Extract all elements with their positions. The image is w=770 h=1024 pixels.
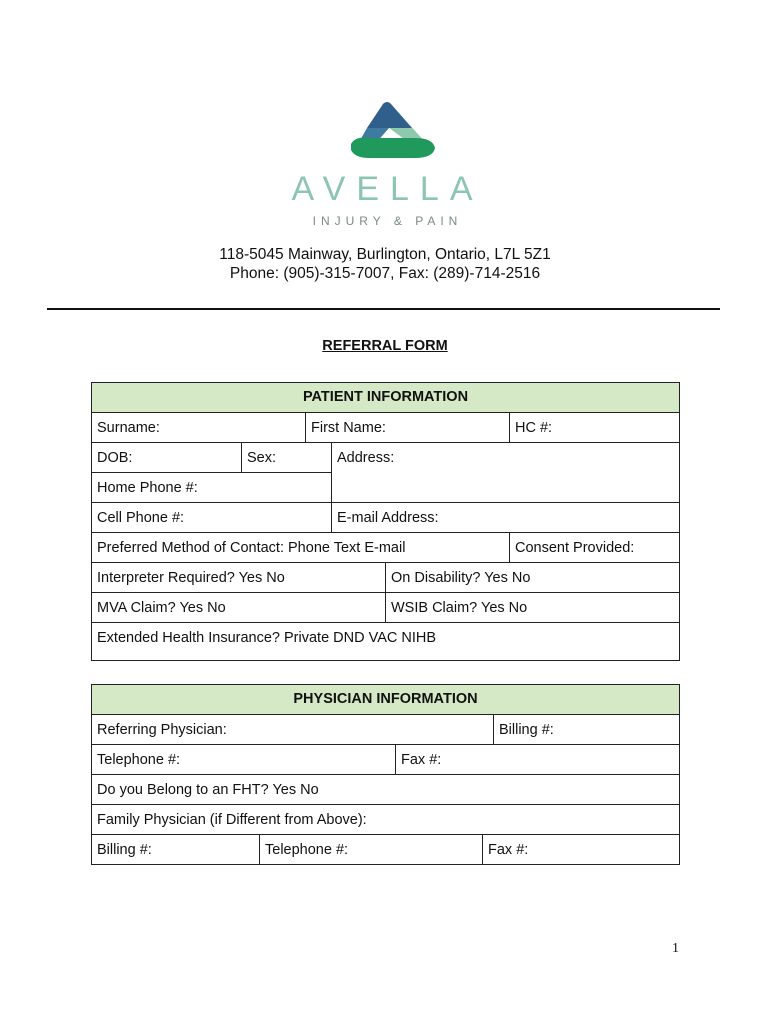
mva-claim-field[interactable]: MVA Claim? Yes No (91, 592, 386, 623)
clinic-contact: Phone: (905)-315-7007, Fax: (289)-714-2516 (229, 265, 541, 282)
first-name-field[interactable]: First Name: (305, 412, 510, 443)
logo-triangle-icon (351, 102, 435, 158)
hc-number-field[interactable]: HC #: (509, 412, 680, 443)
insurance-field[interactable]: Extended Health Insurance? Private DND VAC NIHB (91, 622, 680, 661)
physician-info-header: PHYSICIAN INFORMATION (91, 684, 680, 715)
avella-logo (265, 98, 510, 233)
home-phone-field[interactable]: Home Phone #: (91, 472, 332, 503)
interpreter-field[interactable]: Interpreter Required? Yes No (91, 562, 386, 593)
patient-info-header: PATIENT INFORMATION (91, 382, 680, 413)
contact-method-field[interactable]: Preferred Method of Contact: Phone Text E-mail (91, 532, 510, 563)
fht-field[interactable]: Do you Belong to an FHT? Yes No (91, 774, 680, 805)
family-telephone-field[interactable]: Telephone #: (259, 834, 483, 865)
clinic-address: 118-5045 Mainway, Burlington, Ontario, L7L 5Z1 (219, 246, 551, 263)
page-number: 1 (672, 941, 679, 956)
referring-physician-field[interactable]: Referring Physician: (91, 714, 494, 745)
consent-field[interactable]: Consent Provided: (509, 532, 680, 563)
form-title: REFERRAL FORM (322, 338, 448, 354)
logo-name: AVELLA (291, 170, 484, 208)
address-field[interactable]: Address: (331, 442, 680, 503)
logo-triangle-base (351, 138, 435, 158)
cell-phone-field[interactable]: Cell Phone #: (91, 502, 332, 533)
divider (47, 308, 720, 310)
dob-field[interactable]: DOB: (91, 442, 242, 473)
telephone-field[interactable]: Telephone #: (91, 744, 396, 775)
billing-number-field[interactable]: Billing #: (493, 714, 680, 745)
surname-field[interactable]: Surname: (91, 412, 306, 443)
logo-subtitle: INJURY & PAIN (312, 214, 463, 228)
family-physician-field[interactable]: Family Physician (if Different from Above): (91, 804, 680, 835)
fax-field[interactable]: Fax #: (395, 744, 680, 775)
email-field[interactable]: E-mail Address: (331, 502, 680, 533)
logo-triangle-top (367, 102, 412, 128)
sex-field[interactable]: Sex: (241, 442, 332, 473)
family-fax-field[interactable]: Fax #: (482, 834, 680, 865)
disability-field[interactable]: On Disability? Yes No (385, 562, 680, 593)
family-billing-field[interactable]: Billing #: (91, 834, 260, 865)
wsib-claim-field[interactable]: WSIB Claim? Yes No (385, 592, 680, 623)
